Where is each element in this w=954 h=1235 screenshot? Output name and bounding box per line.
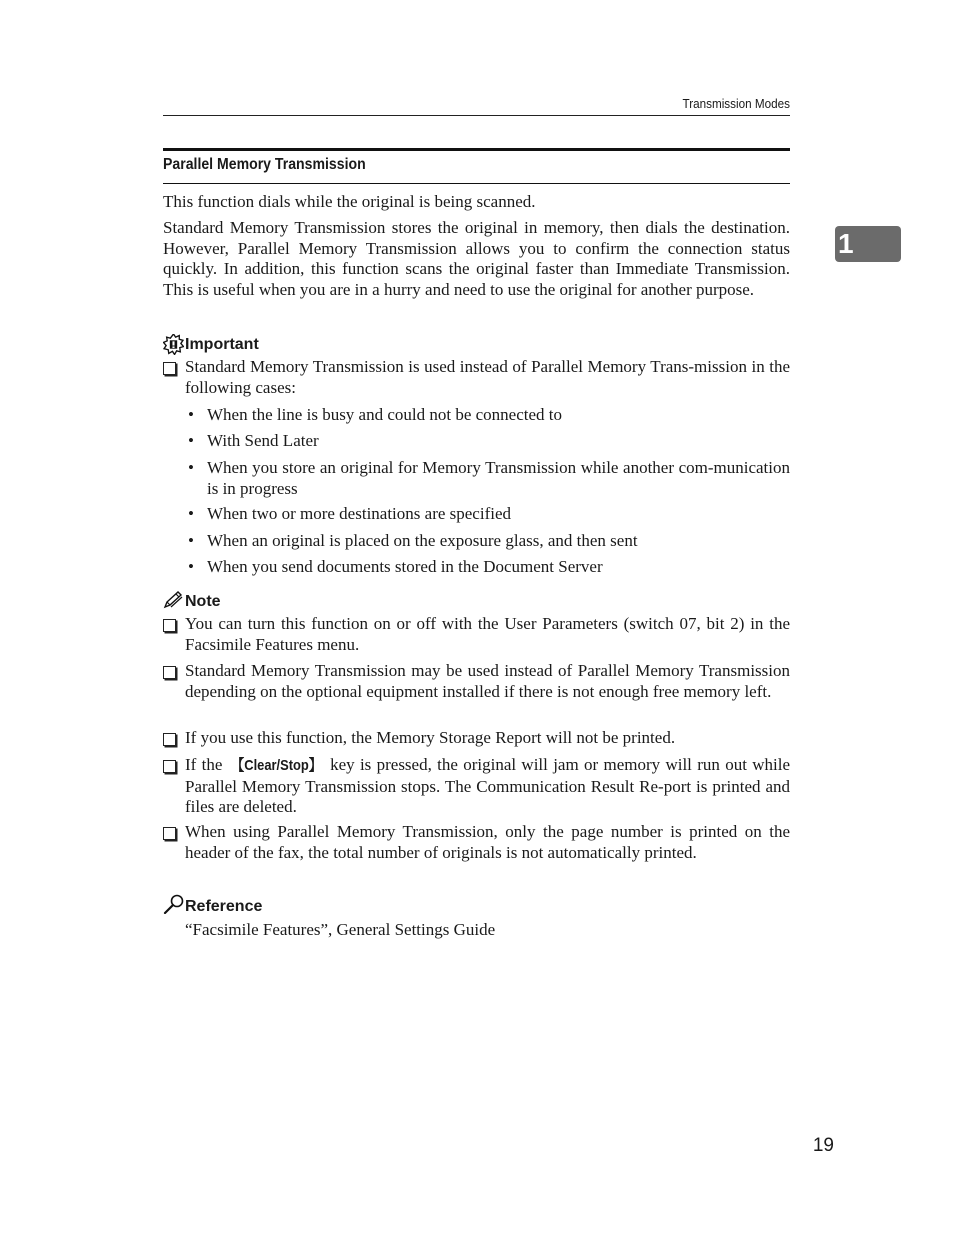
- checkbox-icon: [163, 827, 176, 840]
- important-item: Standard Memory Transmission is used instead of Parallel Memory Trans-mission in the following cases:: [185, 357, 790, 397]
- magnifier-icon: [163, 894, 185, 914]
- pencil-icon: [163, 591, 183, 609]
- important-bullet: When an original is placed on the exposure glass, and then sent: [207, 531, 638, 550]
- section-title: Parallel Memory Transmission: [163, 156, 366, 173]
- header-rule: [163, 115, 790, 116]
- section-title-rule-bottom: [163, 183, 790, 184]
- checkbox-icon: [163, 619, 176, 632]
- note-item: If you use this function, the Memory Storage Report will not be printed.: [185, 728, 676, 747]
- reference-heading: Reference: [185, 898, 263, 915]
- important-bullet: With Send Later: [207, 431, 319, 450]
- intro-paragraph-2: Standard Memory Transmission stores the original in memory, then dials the destination. However, Parallel Memory Transmission allows you to confirm the connection status quickly. In addition, this function scans the original faster than Immediate Transmission. This is useful when you are in a hurry and need to use the original for another purpose.: [163, 218, 790, 299]
- note-item: Standard Memory Transmission may be used instead of Parallel Memory Transmission depending on the optional equipment installed if there is not enough free memory left.: [185, 661, 790, 701]
- chapter-number: 1: [838, 228, 854, 259]
- note-item: You can turn this function on or off with the User Parameters (switch 07, bit 2) in the Facsimile Features menu.: [185, 614, 790, 654]
- checkbox-icon: [163, 760, 176, 773]
- important-icon: [163, 334, 184, 355]
- clear-stop-key: Clear/Stop: [244, 757, 309, 774]
- running-header: Transmission Modes: [682, 96, 790, 111]
- key-bracket-open: 【: [231, 757, 245, 774]
- important-heading: Important: [185, 336, 259, 353]
- note-item-clear-stop: [185, 755, 790, 818]
- bullet-icon: •: [188, 531, 194, 550]
- note-item-text-before: If the: [185, 755, 228, 774]
- checkbox-icon: [163, 733, 176, 746]
- important-bullet: When two or more destinations are specified: [207, 504, 512, 523]
- bullet-icon: •: [188, 504, 194, 523]
- reference-text: “Facsimile Features”, General Settings Guide: [185, 920, 496, 939]
- bullet-icon: •: [188, 405, 194, 424]
- note-item-text-after: key is pressed, the original will jam or memory will run out while Parallel Memory Transmission stops. The Communication Result Re-port is printed and files are deleted.: [185, 755, 790, 816]
- checkbox-icon: [163, 362, 176, 375]
- note-item: When using Parallel Memory Transmission, only the page number is printed on the header of the fax, the total number of originals is not automatically printed.: [185, 822, 790, 862]
- clear-stop-key-label: [231, 756, 321, 777]
- intro-paragraph-1: This function dials while the original is being scanned.: [163, 192, 536, 211]
- chapter-tab: [835, 226, 901, 262]
- important-bullet: When you send documents stored in the Document Server: [207, 557, 603, 576]
- page-number: 19: [812, 1135, 834, 1156]
- bullet-icon: •: [188, 557, 194, 576]
- checkbox-icon: [163, 666, 176, 679]
- note-heading: Note: [185, 593, 221, 610]
- important-bullet: When the line is busy and could not be connected to: [207, 405, 563, 424]
- bullet-icon: •: [188, 458, 194, 477]
- important-bullet: When you store an original for Memory Transmission while another com-munication is in progress: [207, 458, 790, 498]
- key-bracket-close: 】: [308, 757, 322, 774]
- bullet-icon: •: [188, 431, 194, 450]
- section-title-rule-top: [163, 148, 790, 151]
